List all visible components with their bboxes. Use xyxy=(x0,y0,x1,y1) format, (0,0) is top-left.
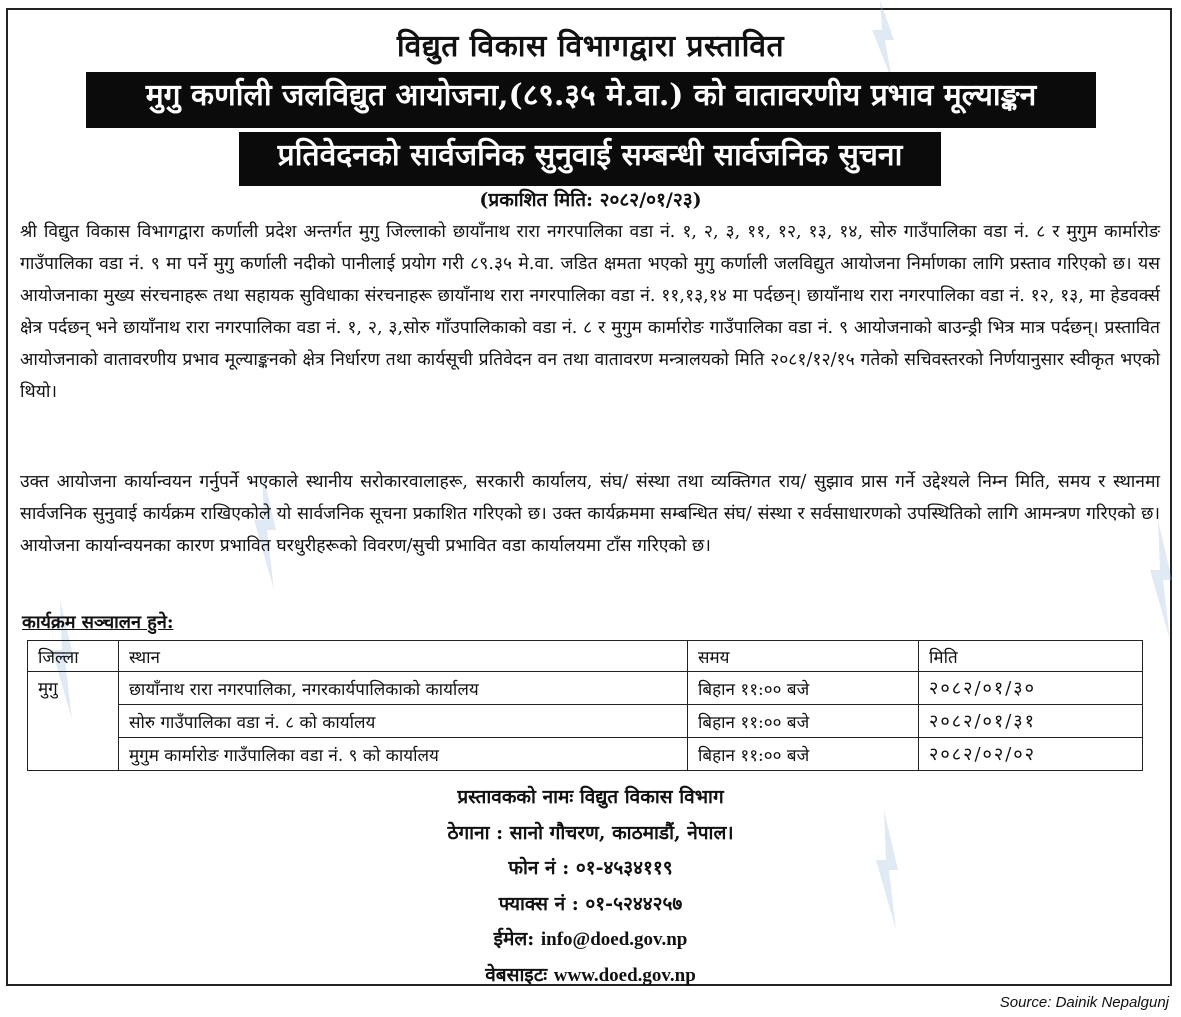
time-cell: बिहान ११:०० बजे xyxy=(688,705,919,738)
table-row xyxy=(28,738,1143,771)
table-row xyxy=(28,672,1143,705)
date-cell: २०८२/०१/३१ xyxy=(919,705,1143,738)
email-link[interactable]: info@doed.gov.np xyxy=(540,929,688,950)
proposer-name: प्रस्तावकको नामः विद्युत विकास विभाग xyxy=(457,786,724,808)
date-cell: २०८२/०२/०२ xyxy=(919,738,1143,771)
proposer-block xyxy=(0,780,1181,993)
header-time: समय xyxy=(688,641,919,672)
time-cell: बिहान ११:०० बजे xyxy=(688,738,919,771)
date-cell: २०८२/०१/३० xyxy=(919,672,1143,705)
notice-paragraph-1: श्री विद्युत विकास विभागद्वारा कर्णाली प्रदेश अन्तर्गत मुगु जिल्लाको छायाँनाथ रारा नगरपालिका वडा नं. १, २, ३, ११, १२, १३, १४, सोरु गाउँपालिका वडा नं. ८ र मुगुम कार्मारोङ गाउँपालिका वडा नं. ९ मा पर्ने मुगु कर्णाली नदीको पानीलाई प्रयोग गरी ८९.३५ मे.वा. जडित क्षमता भएको मुगु कर्णाली जलविद्युत आयोजना निर्माणका लागि प्रस्ताव गरिएको छ। यस आयोजनाका मुख्य संरचनाहरू तथा सहायक सुविधाका संरचनाहरू छायाँनाथ रारा नगरपालिका वडा नं. ११,१३,१४ मा पर्दछन्। छायाँनाथ रारा नगरपालिका वडा नं. १२, १३, मा हेडवर्क्स क्षेत्र पर्दछन् भने छायाँनाथ रारा नगरपालिका वडा नं. १, २, ३,सोरु गाँउपालिकाको वडा नं. ८ र मुगुम कार्मारोङ गाउँपालिका वडा नं. ९ आयोजनाको बाउन्ड्री भित्र मात्र पर्दछन्। प्रस्तावित आयोजनाको वातावरणीय प्रभाव मूल्याङ्कनको क्षेत्र निर्धारण तथा कार्यसूची प्रतिवेदन वन तथा वातावरण मन्त्रालयको मिति २०८१/१२/१५ गतेको सचिवस्तरको निर्णयानुसार स्वीकृत भएको थियो। xyxy=(20,222,1160,402)
table-row xyxy=(28,705,1143,738)
header-district: जिल्ला xyxy=(28,641,119,672)
district-cell: मुगु xyxy=(28,672,119,771)
schedule-table xyxy=(27,640,1143,771)
website-link[interactable]: www.doed.gov.np xyxy=(553,964,696,986)
notice-paragraph-2: उक्त आयोजना कार्यान्वयन गर्नुपर्ने भएकाले स्थानीय सरोकारवालाहरू, सरकारी कार्यालय, संघ/ संस्था तथा व्यक्तिगत राय/ सुझाव प्रास गर्ने उद्देश्यले निम्न मिति, समय र स्थानमा सार्वजनिक सुनुवाई कार्यक्रम राखिएकोले यो सार्वजनिक सूचना प्रकाशित गरिएको छ। उक्त कार्यक्रममा सम्बन्धित संघ/ संस्था र सर्वसाधारणको उपस्थितिको लागि आमन्त्रण गरिएको छ। आयोजना कार्यान्वयनका कारण प्रभावित घरधुरीहरूको विवरण/सुची प्रभावित वडा कार्यालयमा टाँस गरिएको छ। xyxy=(20,472,1160,556)
header-date: मिति xyxy=(919,641,1143,672)
table-header-row xyxy=(28,641,1143,672)
time-cell: बिहान ११:०० बजे xyxy=(688,672,919,705)
notice-title-line1: मुगु कर्णाली जलविद्युत आयोजना,(८९.३५ मे.वा.) को वातावरणीय प्रभाव मूल्याङ्कन xyxy=(86,72,1096,128)
header-place: स्थान xyxy=(119,641,688,672)
proposer-phone: फोन नं : ०१-४५३४११९ xyxy=(508,857,673,879)
published-date: (प्रकाशित मिति: २०८२/०१/२३) xyxy=(479,189,702,211)
place-cell: छायाँनाथ रारा नगरपालिका, नगरकार्यपालिकाको कार्यालय xyxy=(119,672,688,705)
email-label: ईमेल: xyxy=(493,928,535,950)
schedule-title: कार्यक्रम सञ्चालन हुने: xyxy=(22,612,174,633)
proposer-website-line xyxy=(0,958,1181,994)
source-credit: Source: Dainik Nepalgunj xyxy=(999,994,1169,1011)
website-label: वेबसाइटः xyxy=(485,963,548,986)
place-cell: सोरु गाउँपालिका वडा नं. ८ को कार्यालय xyxy=(119,705,688,738)
notice-heading: विद्युत विकास विभागद्वारा प्रस्तावित xyxy=(396,29,785,64)
proposer-address: ठेगाना : सानो गौचरण, काठमाडौं, नेपाल। xyxy=(447,821,734,844)
notice-title-line2: प्रतिवेदनको सार्वजनिक सुनुवाई सम्बन्धी सार्वजनिक सुचना xyxy=(239,132,941,186)
proposer-fax: फ्याक्स नं : ०१-५२४४२५७ xyxy=(498,892,683,915)
place-cell: मुगुम कार्मारोङ गाउँपालिका वडा नं. ९ को कार्यालय xyxy=(119,738,688,771)
proposer-email-line xyxy=(0,922,1181,958)
